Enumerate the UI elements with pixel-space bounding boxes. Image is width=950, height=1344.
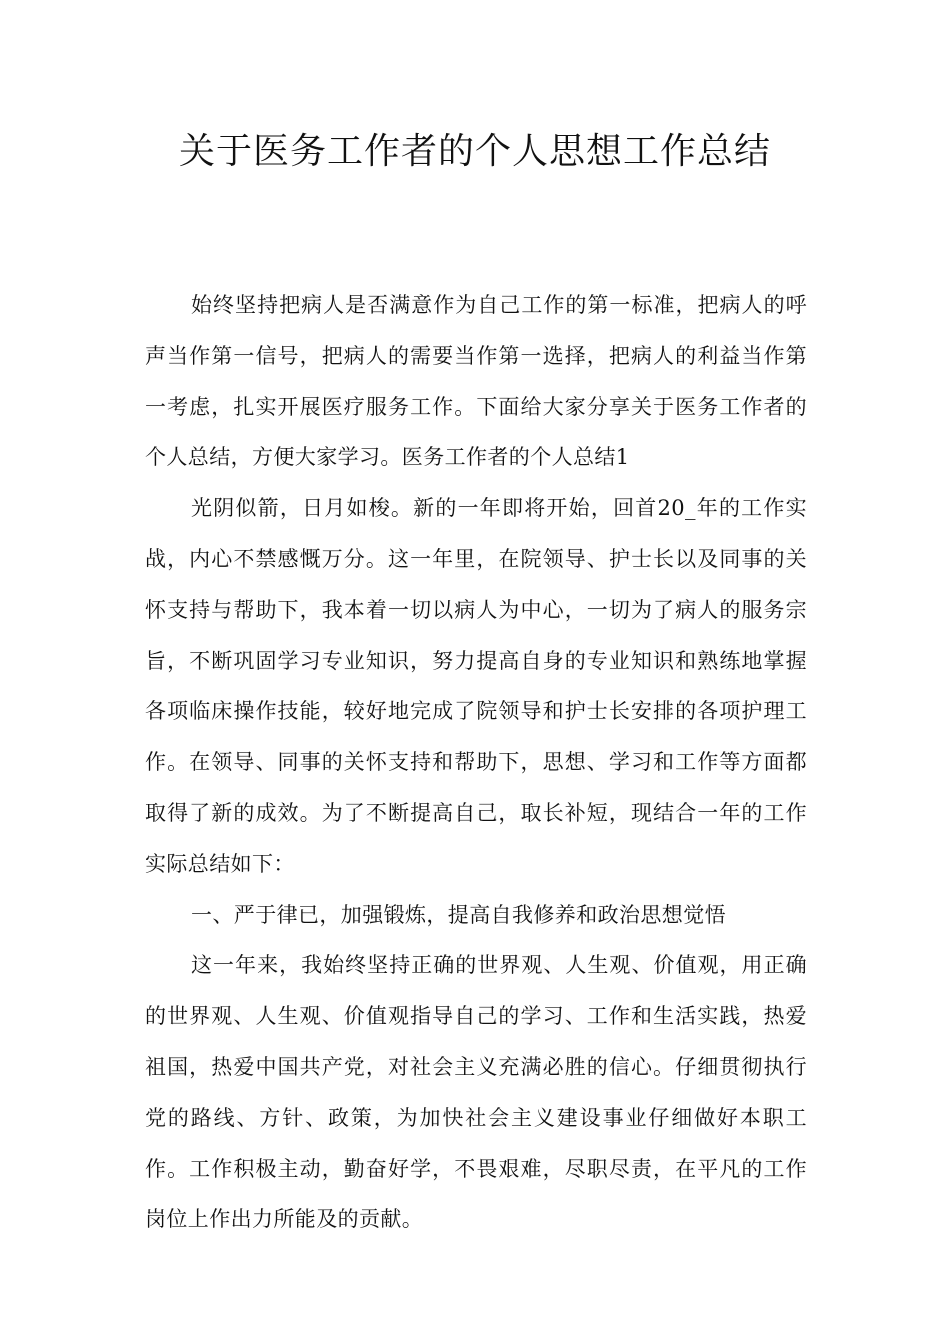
document-title: 关于医务工作者的个人思想工作总结 (178, 131, 771, 172)
summary-paragraph: 光阴似箭，日月如梭。新的一年即将开始，回首20_年的工作实战，内心不禁感慨万分。这一年里，在院领导、护士长以及同事的关怀支持与帮助下，我本着一切以病人为中心，一切为了病人的服务宗旨，不断巩固学习专业知识，努力提高自身的专业知识和熟练地掌握各项临床操作技能，较好地完成了院领导和护士长安排的各项护理工作。在领导、同事的关怀支持和帮助下，思想、学习和工作等方面都取得了新的成效。为了不断提高自己，取长补短，现结合一年的工作实际总结如下： (145, 496, 807, 876)
intro-paragraph: 始终坚持把病人是否满意作为自己工作的第一标准，把病人的呼声当作第一信号，把病人的需要当作第一选择，把病人的利益当作第一考虑，扎实开展医疗服务工作。下面给大家分享关于医务工作者的个人总结，方便大家学习。医务工作者的个人总结1 (145, 293, 807, 470)
section-paragraph: 这一年来，我始终坚持正确的世界观、人生观、价值观，用正确的世界观、人生观、价值观指导自己的学习、工作和生活实践，热爱祖国，热爱中国共产党，对社会主义充满必胜的信心。仔细贯彻执行党的路线、方针、政策，为加快社会主义建设事业仔细做好本职工作。工作积极主动，勤奋好学，不畏艰难，尽职尽责，在平凡的工作岗位上作出力所能及的贡献。 (145, 953, 807, 1232)
document-body (145, 280, 807, 1245)
section-heading: 一、严于律已，加强锻炼，提高自我修养和政治思想觉悟 (191, 902, 726, 927)
